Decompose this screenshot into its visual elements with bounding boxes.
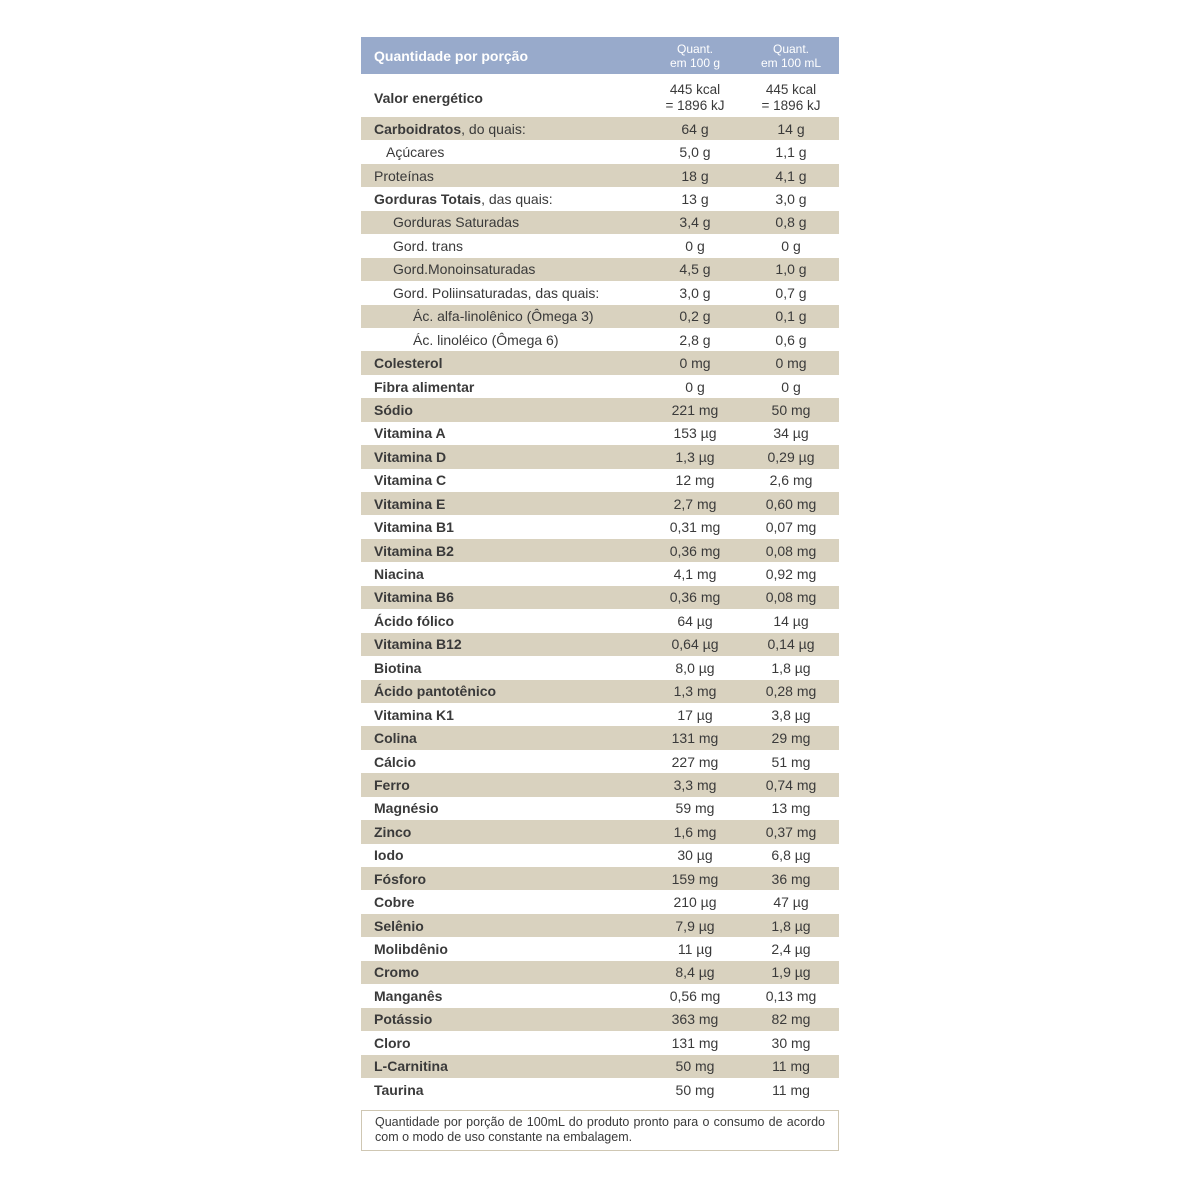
- value-per-100g: 50 mg: [675, 1081, 715, 1098]
- value-per-100g: 153 µg: [673, 425, 717, 442]
- table-row: [361, 1008, 839, 1031]
- value-per-100g: 2,8 g: [679, 331, 711, 348]
- value-per-100g: 1,3 µg: [675, 448, 715, 465]
- value-per-100ml: 51 mg: [771, 753, 811, 770]
- table-row: [361, 351, 839, 374]
- nutrient-label: [361, 238, 647, 254]
- table-row: [361, 1055, 839, 1078]
- table-row: [361, 398, 839, 421]
- value-per-100g: 0,2 g: [679, 308, 711, 325]
- table-row: [361, 187, 839, 210]
- value-per-100g: 12 mg: [675, 472, 715, 489]
- value-per-100ml: 1,1 g: [775, 144, 807, 161]
- table-row: [361, 844, 839, 867]
- nutrient-name-bold: Ácido pantotênico: [374, 683, 497, 700]
- value-per-100ml: 0,07 mg: [765, 519, 817, 536]
- nutrient-label: [361, 449, 647, 465]
- nutrient-name-bold: Molibdênio: [374, 941, 448, 958]
- value-per-100g: 0 mg: [679, 355, 711, 372]
- table-row: [361, 609, 839, 632]
- nutrient-label: [361, 754, 647, 770]
- nutrient-label: [361, 894, 647, 910]
- value-per-100ml: 47 µg: [773, 894, 809, 911]
- value-per-100g: 0,64 µg: [671, 636, 719, 653]
- value-per-100g: 3,4 g: [679, 214, 711, 231]
- table-row: [361, 164, 839, 187]
- table-row: [361, 445, 839, 468]
- value-per-100g: 30 µg: [677, 847, 713, 864]
- table-row: [361, 117, 839, 140]
- value-per-100ml: 82 mg: [771, 1011, 811, 1028]
- nutrient-label: [361, 824, 647, 840]
- table-row: [361, 961, 839, 984]
- nutrient-label: [361, 261, 647, 277]
- nutrient-label: [361, 308, 647, 324]
- value-per-100g: 1,3 mg: [673, 683, 717, 700]
- nutrient-name-bold: Vitamina A: [374, 425, 446, 442]
- nutrient-label: [361, 566, 647, 582]
- nutrient-name-bold: Magnésio: [374, 800, 439, 817]
- value-per-100ml: 34 µg: [773, 425, 809, 442]
- nutrient-label: [361, 988, 647, 1004]
- value-per-100g: 159 mg: [671, 870, 719, 887]
- nutrient-name-bold: Fibra alimentar: [374, 378, 475, 395]
- nutrient-label: [361, 332, 647, 348]
- nutrient-label: [361, 355, 647, 371]
- value-per-100ml: 29 mg: [771, 730, 811, 747]
- nutrient-label: [361, 379, 647, 395]
- value-per-100g: 2,7 mg: [673, 495, 717, 512]
- value-per-100g: 11 µg: [677, 941, 713, 958]
- table-row: [361, 633, 839, 656]
- nutrient-name-bold: Ferro: [374, 776, 410, 793]
- nutrient-name-bold: Vitamina E: [374, 495, 446, 512]
- header-col-100g: [647, 42, 743, 70]
- nutrient-name-bold: Iodo: [374, 847, 404, 864]
- energy-100g-kcal: 445 kcal: [669, 81, 721, 97]
- value-per-100g: 0,36 mg: [669, 542, 721, 559]
- table-row: [361, 305, 839, 328]
- nutrient-name-bold: Vitamina B12: [374, 636, 462, 653]
- table-row: [361, 680, 839, 703]
- value-per-100ml: 50 mg: [771, 401, 811, 418]
- energy-100g-kj: = 1896 kJ: [665, 97, 725, 113]
- nutrient-name-normal: , das quais:: [481, 191, 553, 208]
- nutrient-label: [361, 496, 647, 512]
- value-per-100ml: 3,0 g: [775, 191, 807, 208]
- value-per-100g: 59 mg: [675, 800, 715, 817]
- nutrient-name-bold: Fósforo: [374, 870, 427, 887]
- value-per-100ml: 0 g: [781, 378, 801, 395]
- nutrient-label: [361, 402, 647, 418]
- nutrient-label: [361, 613, 647, 629]
- table-row: [361, 422, 839, 445]
- value-per-100g: 0,36 mg: [669, 589, 721, 606]
- table-row: [361, 750, 839, 773]
- table-row: [361, 539, 839, 562]
- value-per-100ml: 3,8 µg: [771, 706, 811, 723]
- value-per-100ml: 0,37 mg: [765, 823, 817, 840]
- table-row: [361, 820, 839, 843]
- nutrient-name-normal: Ác. alfa-linolênico (Ômega 3): [413, 308, 594, 325]
- nutrient-name-bold: Niacina: [374, 566, 424, 583]
- nutrient-name-bold: Cromo: [374, 964, 420, 981]
- nutrient-name-bold: Vitamina B6: [374, 589, 454, 606]
- table-row: [361, 515, 839, 538]
- table-row: [361, 281, 839, 304]
- value-per-100ml: 0 mg: [775, 355, 807, 372]
- footnote: Quantidade por porção de 100mL do produto pronto para o consumo de acordo com o modo de uso constante na embalagem.: [361, 1110, 839, 1151]
- value-per-100ml: 1,8 µg: [771, 659, 811, 676]
- value-per-100g: 1,6 mg: [673, 823, 717, 840]
- value-per-100g: 4,1 mg: [673, 566, 717, 583]
- value-per-100g: 210 µg: [673, 894, 717, 911]
- nutrient-name-bold: Ácido fólico: [374, 612, 455, 629]
- nutrient-name-bold: Vitamina D: [374, 448, 447, 465]
- nutrient-name-bold: Cálcio: [374, 753, 417, 770]
- nutrient-name-bold: Cloro: [374, 1034, 411, 1051]
- nutrient-name-bold: Manganês: [374, 987, 443, 1004]
- value-per-100ml: 11 mg: [772, 1058, 810, 1075]
- value-per-100ml: 0,08 mg: [765, 589, 817, 606]
- value-per-100ml: 1,8 µg: [771, 917, 811, 934]
- table-row: [361, 914, 839, 937]
- value-per-100ml: 0,60 mg: [765, 495, 817, 512]
- nutrient-label: [361, 660, 647, 676]
- nutrient-name-normal: , do quais:: [461, 120, 526, 137]
- nutrient-name-bold: Vitamina B2: [374, 542, 454, 559]
- value-per-100ml: 2,4 µg: [771, 941, 811, 958]
- value-per-100ml: 0 g: [781, 237, 801, 254]
- nutrition-table: [361, 37, 839, 1101]
- table-row: [361, 984, 839, 1007]
- nutrient-name-bold: Biotina: [374, 659, 422, 676]
- value-per-100ml: 0,13 mg: [765, 987, 817, 1004]
- nutrient-name-normal: Proteínas: [374, 167, 434, 184]
- value-per-100g: 13 g: [681, 191, 709, 208]
- nutrient-name-normal: Gord. trans: [393, 237, 464, 254]
- nutrient-name-bold: Sódio: [374, 401, 413, 418]
- nutrient-name-bold: Zinco: [374, 823, 412, 840]
- table-row: [361, 140, 839, 163]
- nutrient-name-bold: Colina: [374, 730, 417, 747]
- nutrient-label: [361, 800, 647, 816]
- energy-row: [361, 79, 839, 116]
- nutrient-label: [361, 730, 647, 746]
- value-per-100g: 50 mg: [675, 1058, 715, 1075]
- value-per-100g: 7,9 µg: [675, 917, 715, 934]
- nutrient-label: [361, 543, 647, 559]
- header-col-100ml: [743, 42, 839, 70]
- energy-value-100g: [647, 82, 743, 114]
- nutrient-rows: [361, 117, 839, 1101]
- table-row: [361, 773, 839, 796]
- nutrient-name-normal: Gorduras Saturadas: [393, 214, 520, 231]
- value-per-100g: 4,5 g: [679, 261, 711, 278]
- header-label: Quantidade por porção: [374, 47, 529, 64]
- value-per-100g: 18 g: [681, 167, 709, 184]
- table-row: [361, 469, 839, 492]
- nutrient-label: [361, 683, 647, 699]
- table-row: [361, 890, 839, 913]
- value-per-100ml: 14 µg: [773, 612, 809, 629]
- table-header: [361, 37, 839, 74]
- table-row: [361, 328, 839, 351]
- nutrient-label: [361, 777, 647, 793]
- value-per-100g: 131 mg: [671, 730, 719, 747]
- value-per-100ml: 13 mg: [771, 800, 811, 817]
- table-row: [361, 1031, 839, 1054]
- nutrient-label: [361, 472, 647, 488]
- value-per-100ml: 4,1 g: [775, 167, 807, 184]
- value-per-100g: 221 mg: [671, 401, 719, 418]
- energy-value-100ml: [743, 82, 839, 114]
- header-col-100g-line2: em 100 g: [669, 55, 721, 70]
- value-per-100g: 8,0 µg: [675, 659, 715, 676]
- value-per-100ml: 0,92 mg: [765, 566, 817, 583]
- table-row: [361, 797, 839, 820]
- value-per-100ml: 0,28 mg: [765, 683, 817, 700]
- value-per-100g: 363 mg: [671, 1011, 719, 1028]
- nutrient-name-bold: Potássio: [374, 1011, 433, 1028]
- value-per-100ml: 1,9 µg: [771, 964, 811, 981]
- table-row: [361, 211, 839, 234]
- nutrient-label: [361, 871, 647, 887]
- nutrient-name-bold: Carboidratos: [374, 120, 462, 137]
- table-row: [361, 492, 839, 515]
- value-per-100g: 0 g: [685, 378, 705, 395]
- value-per-100ml: 6,8 µg: [771, 847, 811, 864]
- value-per-100ml: 0,6 g: [775, 331, 807, 348]
- nutrient-name-bold: Taurina: [374, 1081, 424, 1098]
- nutrient-label: [361, 707, 647, 723]
- nutrient-name-bold: Gorduras Totais: [374, 191, 482, 208]
- nutrient-name-bold: Selênio: [374, 917, 424, 934]
- nutrient-label: [361, 144, 647, 160]
- table-row: [361, 726, 839, 749]
- value-per-100ml: 0,08 mg: [765, 542, 817, 559]
- table-row: [361, 586, 839, 609]
- nutrient-label: [361, 1035, 647, 1051]
- energy-100ml-kj: = 1896 kJ: [761, 97, 821, 113]
- nutrient-name-normal: Ác. linoléico (Ômega 6): [413, 331, 559, 348]
- nutrient-name-normal: Açúcares: [386, 144, 445, 161]
- value-per-100g: 227 mg: [671, 753, 719, 770]
- table-row: [361, 867, 839, 890]
- nutrient-label: [361, 519, 647, 535]
- value-per-100ml: 0,7 g: [775, 284, 807, 301]
- value-per-100ml: 0,14 µg: [767, 636, 815, 653]
- nutrient-label: [361, 285, 647, 301]
- value-per-100ml: 0,29 µg: [767, 448, 815, 465]
- value-per-100ml: 14 g: [777, 120, 805, 137]
- nutrient-label: [361, 1058, 647, 1074]
- table-row: [361, 258, 839, 281]
- value-per-100ml: 0,8 g: [775, 214, 807, 231]
- value-per-100g: 0,56 mg: [669, 987, 721, 1004]
- nutrient-label: [361, 191, 647, 207]
- nutrient-name-bold: Vitamina B1: [374, 519, 454, 536]
- nutrient-name-bold: Vitamina K1: [374, 706, 454, 723]
- value-per-100g: 8,4 µg: [675, 964, 715, 981]
- table-row: [361, 656, 839, 679]
- nutrient-name-bold: L-Carnitina: [374, 1058, 448, 1075]
- nutrient-label: [361, 121, 647, 137]
- nutrient-label: [361, 636, 647, 652]
- value-per-100g: 0,31 mg: [669, 519, 721, 536]
- nutrient-label: [361, 1082, 647, 1098]
- nutrient-label: [361, 425, 647, 441]
- table-row: [361, 1078, 839, 1101]
- nutrient-name-bold: Vitamina C: [374, 472, 447, 489]
- value-per-100ml: 2,6 mg: [769, 472, 813, 489]
- value-per-100g: 17 µg: [677, 706, 713, 723]
- value-per-100ml: 11 mg: [772, 1081, 810, 1098]
- value-per-100g: 131 mg: [671, 1034, 719, 1051]
- table-row: [361, 562, 839, 585]
- value-per-100g: 3,3 mg: [673, 776, 717, 793]
- nutrient-label: [361, 918, 647, 934]
- nutrient-name-normal: Gord. Poliinsaturadas, das quais:: [393, 284, 600, 301]
- nutrient-label: [361, 589, 647, 605]
- table-row: [361, 234, 839, 257]
- value-per-100g: 5,0 g: [679, 144, 711, 161]
- value-per-100g: 3,0 g: [679, 284, 711, 301]
- nutrient-name-normal: Gord.Monoinsaturadas: [393, 261, 536, 278]
- energy-label: Valor energético: [374, 89, 483, 106]
- table-row: [361, 937, 839, 960]
- nutrient-label: [361, 168, 647, 184]
- energy-100ml-kcal: 445 kcal: [765, 81, 817, 97]
- nutrient-name-bold: Cobre: [374, 894, 415, 911]
- table-row: [361, 375, 839, 398]
- nutrient-label: [361, 941, 647, 957]
- nutrient-label: [361, 1011, 647, 1027]
- header-col-100ml-line2: em 100 mL: [760, 55, 822, 70]
- nutrient-label: [361, 847, 647, 863]
- value-per-100g: 0 g: [685, 237, 705, 254]
- value-per-100g: 64 µg: [677, 612, 713, 629]
- nutrient-label: [361, 964, 647, 980]
- value-per-100ml: 30 mg: [771, 1034, 811, 1051]
- nutrient-label: [361, 214, 647, 230]
- value-per-100ml: 0,74 mg: [765, 776, 817, 793]
- table-row: [361, 703, 839, 726]
- header-col-100g-line1: Quant.: [676, 41, 714, 56]
- header-col-100ml-line1: Quant.: [772, 41, 810, 56]
- value-per-100g: 64 g: [681, 120, 709, 137]
- value-per-100ml: 36 mg: [771, 870, 811, 887]
- value-per-100ml: 0,1 g: [775, 308, 807, 325]
- nutrient-name-bold: Colesterol: [374, 355, 443, 372]
- value-per-100ml: 1,0 g: [775, 261, 807, 278]
